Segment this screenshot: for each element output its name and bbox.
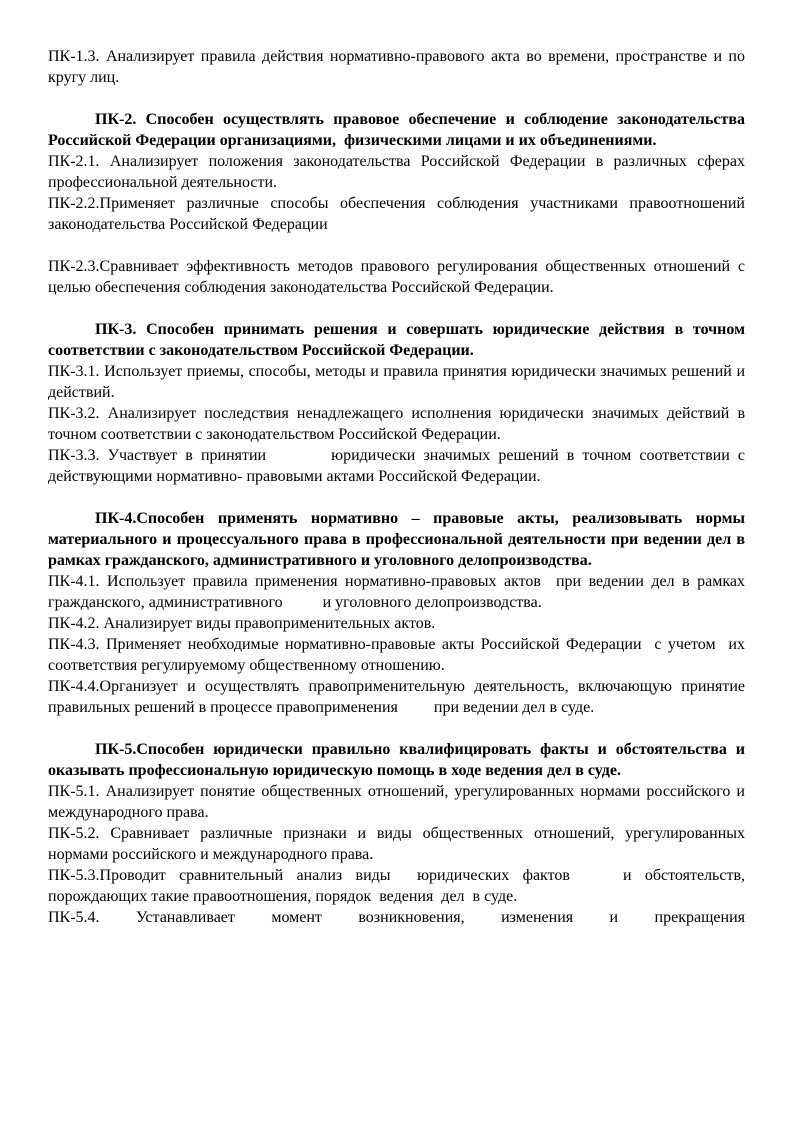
paragraph-pk-5-2: ПК-5.2. Сравнивает различные признаки и виды общественных отношений, урегулированных нормами российского и международного права. bbox=[48, 825, 749, 863]
paragraph-pk-3-heading: ПК-3. Способен принимать решения и совершать юридические действия в точном соответствии с законодательством Российской Федерации. bbox=[48, 321, 749, 359]
paragraph-pk-4-4: ПК-4.4.Организует и осуществлять правоприменительную деятельность, включающую принятие правильных решений в процессе правоприменения при ведении дел в суде. bbox=[48, 678, 749, 716]
paragraph-pk-5-1: ПК-5.1. Анализирует понятие общественных отношений, урегулированных нормами российского и международного права. bbox=[48, 783, 749, 821]
paragraph-pk-3-1: ПК-3.1. Использует приемы, способы, методы и правила принятия юридически значимых решений и действий. bbox=[48, 363, 749, 401]
paragraph-pk-2-1: ПК-2.1. Анализирует положения законодательства Российской Федерации в различных сферах профессиональной деятельности. bbox=[48, 153, 749, 191]
paragraph-pk-3-2: ПК-3.2. Анализирует последствия ненадлежащего исполнения юридически значимых действий в точном соответствии с законодательством Российской Федерации. bbox=[48, 405, 753, 443]
paragraph-pk-4-2: ПК-4.2. Анализирует виды правоприменительных актов. bbox=[48, 615, 436, 632]
paragraph-pk-5-heading: ПК-5.Способен юридически правильно квалифицировать факты и обстоятельства и оказывать профессиональную юридическую помощь в ходе ведения дел в суде. bbox=[48, 741, 749, 779]
document-body bbox=[48, 46, 753, 928]
paragraph-pk-5-4: ПК-5.4. Устанавливает момент возникновения, изменения и прекращения bbox=[48, 909, 745, 926]
paragraph-pk-2-3: ПК-2.3.Сравнивает эффективность методов правового регулирования общественных отношений с целью обеспечения соблюдения законодательства Российской Федерации. bbox=[48, 258, 749, 296]
paragraph-pk-4-heading: ПК-4.Способен применять нормативно – правовые акты, реализовывать нормы материального и процессуального права в профессиональной деятельности при ведении дел в рамках гражданского, административного и уголовного делопроизводства. bbox=[48, 510, 749, 569]
paragraph-pk-2-2: ПК-2.2.Применяет различные способы обеспечения соблюдения участниками правоотношений законодательства Российской Федерации bbox=[48, 195, 749, 233]
paragraph-spacer bbox=[48, 298, 745, 319]
paragraph-pk-3-3: ПК-3.3. Участвует в принятии юридически значимых решений в точном соответствии с действующими нормативно- правовыми актами Российской Федерации. bbox=[48, 447, 749, 485]
paragraph-pk-5-3: ПК-5.3.Проводит сравнительный анализ виды юридических фактов и обстоятельств, порождающих такие правоотношения, порядок ведения дел в суде. bbox=[48, 867, 749, 905]
paragraph-pk-1-3: ПК-1.3. Анализирует правила действия нормативно-правового акта во времени, пространстве и по кругу лиц. bbox=[48, 48, 749, 86]
paragraph-spacer bbox=[48, 487, 745, 508]
paragraph-pk-4-1: ПК-4.1. Использует правила применения нормативно-правовых актов при ведении дел в рамках гражданского, административного и уголовного делопроизводства. bbox=[48, 573, 749, 611]
paragraph-pk-4-3: ПК-4.3. Применяет необходимые нормативно-правовые акты Российской Федерации с учетом их соответствия регулируемому общественному отношению. bbox=[48, 636, 749, 674]
paragraph-spacer bbox=[48, 88, 745, 109]
paragraph-spacer bbox=[48, 718, 745, 739]
paragraph-spacer bbox=[48, 235, 745, 256]
paragraph-pk-2-heading: ПК-2. Способен осуществлять правовое обеспечение и соблюдение законодательства Российской Федерации организациями, физическими лицами и их объединениями. bbox=[48, 111, 749, 149]
